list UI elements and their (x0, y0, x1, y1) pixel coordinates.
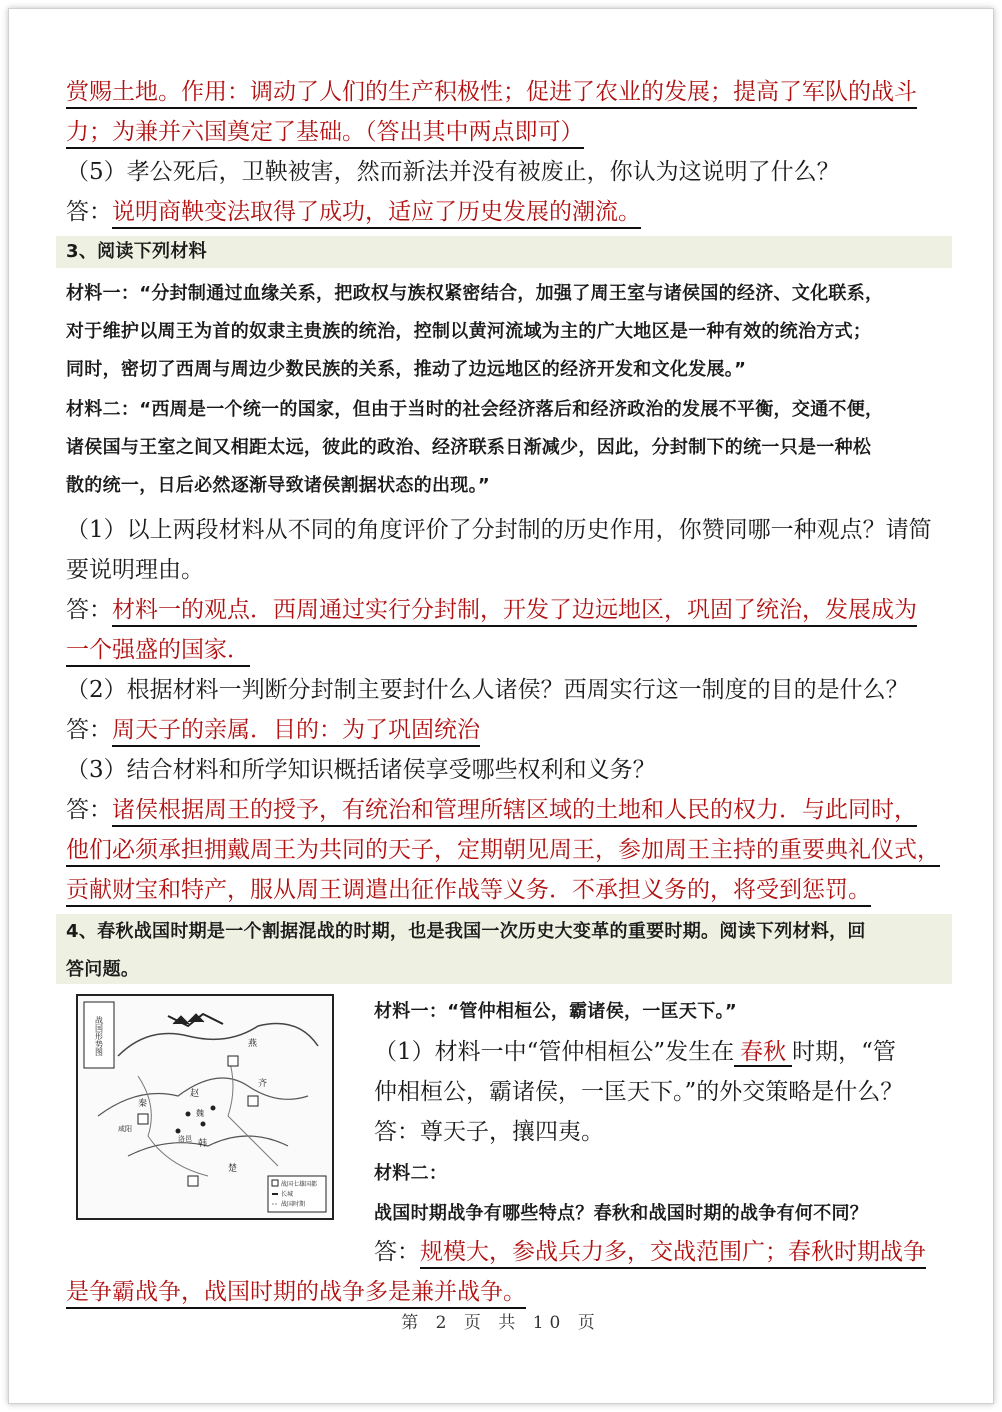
answer-3-line-2: 他们必须承担拥戴周王为共同的天子，定期朝见周王，参加周王主持的重要典礼仪式， (66, 834, 940, 866)
map-capital-marker-2 (138, 1114, 148, 1124)
s4-question-1-line-1: （1）材料一中“管仲相桓公”发生在 春秋 时期，“管 (374, 1039, 896, 1065)
answer-3-line-3: 贡献财宝和特产，服从周王调遣出征作战等义务．不承担义务的，将受到惩罚。 (66, 874, 871, 906)
material-2-line-1: 材料二：“西周是一个统一的国家，但由于当时的社会经济落后和经济政治的发展不平衡，交通不便， (66, 399, 884, 420)
map-label-yan: 燕 (248, 1039, 258, 1049)
s4-answer-1: 答：尊天子，攘四夷。 (374, 1119, 604, 1145)
question-5: （5）孝公死后，卫鞅被害，然而新法并没有被废止，你认为这说明了什么？ (66, 159, 840, 185)
material-1-line-2: 对于维护以周王为首的奴隶主贵族的统治，控制以黄河流域为主的广大地区是一种有效的统治方式； (66, 321, 872, 342)
map-capital-marker-1 (228, 1056, 238, 1066)
map-label-zhao: 赵 (190, 1089, 200, 1099)
answer-2: 答：周天子的亲属．目的：为了巩固统治 (66, 714, 480, 746)
answer-3-line-1: 答：诸侯根据周王的授予，有统治和管理所辖区域的土地和人民的权力．与此同时， (66, 794, 917, 826)
question-1-line-2: 要说明理由。 (66, 557, 204, 583)
question-1-line-1: （1）以上两段材料从不同的角度评价了分封制的历史作用，你赞同哪一种观点？请简 (66, 517, 932, 543)
answer-5: 答：说明商鞅变法取得了成功，适应了历史发展的潮流。 (66, 196, 641, 228)
section-4-title-line-1: 4、春秋战国时期是一个割据混战的时期，也是我国一次历史大变革的重要时期。阅读下列材料，回 (66, 921, 866, 942)
map-capital-marker-3 (188, 1176, 198, 1186)
s4-material-1: 材料一：“管仲相桓公，霸诸侯，一匡天下。” (374, 1001, 737, 1022)
material-1-line-1: 材料一：“分封制通过血缘关系，把政权与族权紧密结合，加强了周王室与诸侯国的经济、文化联系， (66, 283, 884, 304)
map-label-luoyi: 洛邑 (178, 1135, 192, 1143)
map-legend-item-3: 战国时期 (281, 1201, 306, 1208)
map-legend-item-2: 长城 (281, 1191, 294, 1198)
warring-states-map (76, 994, 334, 1220)
answer-continuation-line-1: 赏赐土地。作用：调动了人们的生产积极性；促进了农业的发展；提高了军队的战斗 (66, 76, 917, 108)
material-1-line-3: 同时，密切了西周与周边少数民族的关系，推动了边远地区的经济开发和文化发展。” (66, 359, 747, 380)
map-label-chu: 楚 (228, 1164, 238, 1174)
material-2-line-3: 散的统一，日后必然逐渐导致诸侯割据状态的出现。” (66, 475, 491, 496)
s4-question-2: 战国时期战争有哪些特点？春秋和战国时期的战争有何不同？ (374, 1203, 869, 1224)
map-drawing (78, 996, 332, 1218)
map-label-qi: 齐 (258, 1079, 268, 1089)
question-2: （2）根据材料一判断分封制主要封什么人诸侯？西周实行这一制度的目的是什么？ (66, 677, 909, 703)
answer-continuation-line-2: 力；为兼并六国奠定了基础。（答出其中两点即可） (66, 116, 584, 148)
material-2-line-2: 诸侯国与王室之间又相距太远，彼此的政治、经济联系日渐减少，因此，分封制下的统一只是一种松 (66, 437, 872, 458)
map-label-wei: 魏 (196, 1109, 204, 1118)
s4-answer-2-line-1: 答：规模大，参战兵力多，交战范围广；春秋时期战争 (374, 1236, 926, 1268)
s4-answer-2-line-2: 是争霸战争，战国时期的战争多是兼并战争。 (66, 1276, 526, 1308)
question-3: （3）结合材料和所学知识概括诸侯享受哪些权利和义务？ (66, 757, 656, 783)
page-footer: 第 2 页 共 10 页 (401, 1313, 601, 1333)
map-label-han: 韩 (198, 1139, 208, 1149)
map-label-qin: 秦 (138, 1099, 148, 1109)
map-capital-marker-4 (248, 1096, 258, 1106)
s4-material-2: 材料二： (374, 1163, 448, 1184)
map-label-xianyang: 咸阳 (118, 1125, 132, 1133)
map-legend-item-1: 战国七雄国都 (281, 1181, 318, 1188)
answer-1-line-2: 一个强盛的国家． (66, 634, 250, 666)
section-4-title-line-2: 答问题。 (66, 959, 140, 980)
map-legend-title: 战国形势图 (94, 1016, 104, 1056)
s4-question-1-line-2: 仲相桓公，霸诸侯，一匡天下。”的外交策略是什么？ (374, 1079, 904, 1105)
section-3-title: 3、阅读下列材料 (66, 241, 207, 262)
answer-1-line-1: 答：材料一的观点．西周通过实行分封制，开发了边远地区，巩固了统治，发展成为 (66, 594, 917, 626)
